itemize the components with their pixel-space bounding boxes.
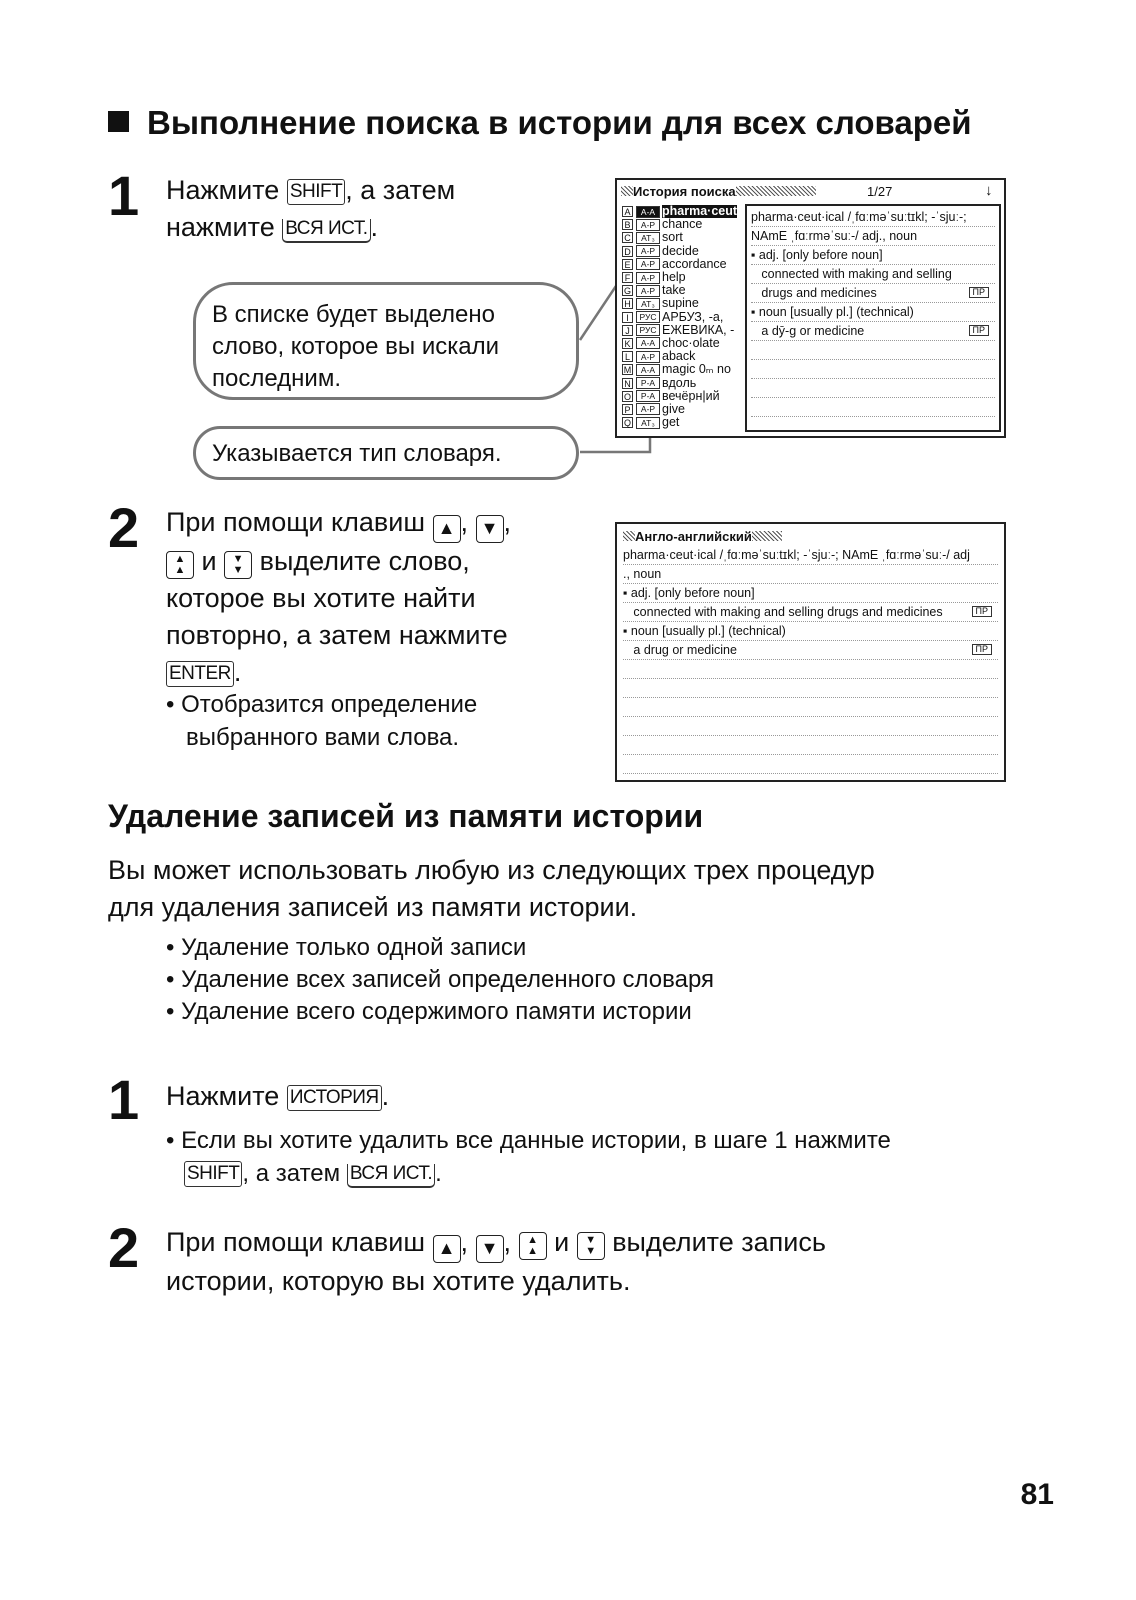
history-item-word: вдоль — [662, 375, 697, 390]
history-item-word: sort — [662, 230, 683, 245]
history-item[interactable] — [622, 390, 747, 403]
section-heading-delete-history: Удаление записей из памяти истории — [108, 798, 704, 834]
history-item-letter: I — [622, 312, 633, 323]
definition-line — [623, 546, 998, 565]
definition-line — [623, 565, 998, 584]
callout-last-searched: В списке будет выделено слово, которое вы искали последним. — [193, 282, 579, 400]
history-item-letter: E — [622, 259, 633, 270]
dictionary-type-badge: AT₃ — [636, 232, 660, 244]
definition-line — [751, 303, 995, 322]
definition-line — [751, 246, 995, 265]
shift-key: SHIFT — [287, 179, 345, 205]
definition-line — [751, 208, 995, 227]
dictionary-type-badge: P-A — [636, 390, 660, 402]
bullet-text: . — [435, 1160, 442, 1187]
history-item-word: chance — [662, 217, 703, 232]
history-item[interactable] — [622, 324, 747, 337]
bullet-text: , а затем — [242, 1160, 341, 1187]
page-up-key-icon: ▲ ▲ — [166, 551, 194, 579]
definition-text: NAmE ˌfɑːrməˈsuː-/ adj., noun — [751, 229, 918, 243]
history-item-letter: J — [622, 325, 633, 336]
history-item-word: give — [662, 401, 685, 416]
step-text-part: и — [554, 1227, 570, 1257]
screen-title-bar — [623, 528, 998, 546]
history-item[interactable] — [622, 271, 747, 284]
bullet-text: Отобразится определение выбранного вами слова. — [181, 691, 478, 751]
hatch-icon — [621, 186, 633, 196]
dictionary-type-badge: A-P — [636, 245, 660, 257]
history-item-word: ЕЖЕВИКА, - — [662, 322, 735, 337]
history-item-word: choc·olate — [662, 335, 720, 350]
page-counter: 1/27 — [867, 184, 893, 199]
bullet-note: • Отобразится определение выбранного вами слова. — [166, 691, 478, 751]
step-number: 1 — [108, 1068, 140, 1131]
history-item-word: magic 0ₘ no — [662, 362, 731, 377]
definition-line — [751, 398, 995, 417]
history-item-letter: Q — [623, 418, 631, 429]
up-arrow-key-icon: ▲ — [433, 515, 461, 543]
section-heading-text: Выполнение поиска в истории для всех словарей — [147, 104, 972, 141]
definition-text: pharma·ceut·ical /ˌfɑːməˈsuːtɪkl; -ˈsjuː-; NAmE ˌfɑːrməˈsuː-/ adj — [623, 548, 970, 562]
enter-key: ENTER — [166, 661, 234, 687]
history-item-word: accordance — [662, 256, 727, 271]
dictionary-type-badge: A-P — [636, 403, 660, 415]
definition-line — [623, 755, 998, 774]
step-text-part: и — [201, 546, 217, 576]
history-item-letter: M — [623, 365, 632, 376]
screen-history — [615, 178, 1006, 438]
history-item-word: aback — [662, 349, 696, 364]
step-text-part: Нажмите — [166, 1081, 280, 1111]
definition-text: connected with making and selling — [751, 267, 952, 281]
shift-key: SHIFT — [184, 1161, 242, 1187]
step-number: 2 — [108, 1216, 140, 1279]
definition-line — [623, 717, 998, 736]
page-up-key-icon: ▲ ▲ — [519, 1232, 547, 1260]
page-down-key-icon: ▼ ▼ — [224, 551, 252, 579]
dictionary-type-badge: A-P — [636, 351, 660, 363]
dictionary-type-badge: A-P — [636, 285, 660, 297]
step-number: 2 — [108, 496, 140, 559]
history-item-letter: H — [622, 298, 633, 309]
hatch-icon — [623, 531, 635, 541]
dictionary-type-badge: A-A — [636, 206, 660, 218]
definition-line — [751, 379, 995, 398]
step-text-part: При помощи клавиш — [166, 1227, 425, 1257]
definition-text: ▪ noun [usually pl.] (technical) — [751, 305, 914, 319]
history-item-letter: G — [623, 286, 631, 297]
bullet-note: • Если вы хотите удалить все данные истории, в шаге 1 нажмите SHIFT , а затем ВСЯ ИСТ. . — [166, 1127, 891, 1187]
translation-tag-icon: ПР — [969, 287, 989, 298]
history-item-word: АРБУЗ, -а, — [662, 309, 724, 324]
history-item[interactable] — [622, 337, 747, 350]
page-number: 81 — [1020, 1478, 1054, 1511]
history-item-letter: D — [622, 246, 633, 257]
scroll-down-icon: ↓ — [985, 182, 993, 199]
history-item[interactable] — [622, 403, 747, 416]
all-history-key: ВСЯ ИСТ. — [347, 1164, 435, 1188]
history-item-word: get — [662, 415, 680, 430]
screen-title: Англо-английский — [635, 529, 752, 544]
delete-options-list — [166, 932, 714, 1028]
list-item: • Удаление всех записей определенного словаря — [166, 966, 715, 993]
definition-text: ▪ noun [usually pl.] (technical) — [623, 624, 786, 638]
definition-text: connected with making and selling drugs and medicines — [623, 605, 943, 619]
definition-text: a drug or medicine — [623, 643, 737, 657]
hatch-icon — [752, 531, 782, 541]
definition-text: a dȳ-g or medicine — [751, 324, 865, 338]
step-text-part: Нажмите — [166, 175, 280, 205]
definition-line — [751, 265, 995, 284]
square-bullet-icon — [108, 111, 129, 132]
definition-text: drugs and medicines — [751, 286, 877, 300]
down-arrow-key-icon: ▼ — [476, 1235, 504, 1263]
dictionary-type-badge: A-A — [636, 337, 660, 349]
all-history-key: ВСЯ ИСТ. — [282, 219, 370, 243]
history-item-letter: P — [622, 404, 633, 415]
definition-line — [623, 660, 998, 679]
step-text: При помощи клавиш ▲ , ▼ , ▲ ▲ и ▼ ▼ выделите запись истории, которую вы хотите удалить. — [166, 1227, 826, 1296]
screen-title-bar — [621, 184, 816, 199]
dictionary-type-badge: A-P — [636, 219, 660, 231]
definition-line — [623, 641, 998, 660]
translation-tag-icon: ПР — [972, 606, 992, 617]
definition-line — [623, 679, 998, 698]
step-text — [166, 1078, 389, 1115]
dictionary-type-badge: A-A — [636, 364, 660, 376]
history-item[interactable] — [622, 297, 747, 310]
up-arrow-key-icon: ▲ — [433, 1235, 461, 1263]
step-text-part: нажмите — [166, 212, 275, 242]
hatch-icon — [736, 186, 816, 196]
history-item[interactable] — [622, 258, 747, 271]
down-arrow-key-icon: ▼ — [476, 515, 504, 543]
step-text-part: повторно, а затем нажмите — [166, 620, 508, 650]
history-item[interactable] — [622, 416, 747, 429]
section-intro — [108, 852, 875, 926]
history-item-letter: O — [623, 391, 631, 402]
step-text — [166, 172, 455, 246]
history-item-letter: K — [622, 338, 633, 349]
dictionary-type-badge: AT₃ — [636, 298, 660, 310]
definition-line — [751, 341, 995, 360]
preview-pane — [745, 204, 1001, 432]
translation-tag-icon: ПР — [969, 325, 989, 336]
callout-dictionary-type: Указывается тип словаря. — [193, 426, 579, 480]
definition-line — [751, 322, 995, 341]
step-text-part: . — [370, 212, 379, 242]
history-item[interactable] — [622, 284, 747, 297]
definition-line — [623, 622, 998, 641]
history-item-word: pharma·ceut — [662, 204, 738, 219]
definition-line — [751, 227, 995, 246]
history-item-letter: L — [622, 351, 633, 362]
definition-text: ▪ adj. [only before noun] — [751, 248, 883, 262]
history-item-word: help — [662, 270, 686, 285]
translation-tag-icon: ПР — [972, 644, 992, 655]
history-item[interactable] — [622, 205, 747, 218]
step-text-part: При помощи клавиш — [166, 507, 425, 537]
step-text-part: . — [381, 1081, 390, 1111]
step-number: 1 — [108, 164, 140, 227]
definition-text: ▪ adj. [only before noun] — [623, 586, 755, 600]
dictionary-type-badge: A-P — [636, 272, 660, 284]
screen-definition — [615, 522, 1006, 782]
step-text: При помощи клавиш ▲ , ▼ , ▲ ▲ и ▼ ▼ выделите слово, которое вы хотите найти повторно, а затем нажмите ENTER . — [166, 507, 512, 687]
history-item-letter: F — [622, 272, 633, 283]
definition-line — [623, 698, 998, 717]
page-down-key-icon: ▼ ▼ — [577, 1232, 605, 1260]
history-item[interactable] — [622, 245, 747, 258]
section-heading-search-history — [108, 104, 972, 142]
list-item-text: Удаление всего содержимого памяти истории — [181, 998, 692, 1025]
list-item-text: Удаление только одной записи — [181, 934, 527, 961]
history-item[interactable] — [622, 350, 747, 363]
step-text-part: , а затем — [345, 175, 456, 205]
history-item-word: decide — [662, 243, 699, 258]
list-item: • Удаление только одной записи — [166, 934, 527, 961]
history-item-letter: A — [622, 206, 633, 217]
step-text-part: выделите запись — [612, 1227, 826, 1257]
history-item-word: take — [662, 283, 686, 298]
intro-line: для удаления записей из памяти истории. — [108, 892, 638, 922]
history-item[interactable] — [622, 363, 747, 376]
dictionary-type-badge: P-A — [636, 377, 660, 389]
history-item-word: вечёрн|ий — [662, 388, 720, 403]
history-list — [622, 205, 747, 429]
definition-line — [751, 284, 995, 303]
step-text-part: выделите слово, — [259, 546, 470, 576]
bullet-text: Если вы хотите удалить все данные истории, в шаге 1 нажмите — [181, 1127, 891, 1154]
history-item[interactable] — [622, 218, 747, 231]
history-item[interactable] — [622, 376, 747, 389]
preview-lines — [751, 208, 995, 417]
dictionary-type-badge: РУС — [636, 311, 660, 323]
definition-line — [623, 603, 998, 622]
step-text-part: которое вы хотите найти — [166, 583, 476, 613]
dictionary-type-badge: A-P — [636, 258, 660, 270]
history-item-letter: C — [622, 232, 633, 243]
dictionary-type-badge: AT₃ — [636, 417, 660, 429]
definition-line — [623, 736, 998, 755]
definition-line — [751, 360, 995, 379]
dictionary-type-badge: РУС — [636, 324, 660, 336]
history-item[interactable] — [622, 231, 747, 244]
step-text-part: истории, которую вы хотите удалить. — [166, 1266, 631, 1296]
list-item: • Удаление всего содержимого памяти истории — [166, 998, 692, 1025]
list-item-text: Удаление всех записей определенного словаря — [181, 966, 715, 993]
definition-text: pharma·ceut·ical /ˌfɑːməˈsuːtɪkl; -ˈsjuː-; — [751, 210, 967, 224]
definition-line — [623, 584, 998, 603]
history-item-letter: B — [622, 219, 633, 230]
history-item-letter: N — [622, 378, 633, 389]
definition-lines — [623, 546, 998, 774]
history-key: ИСТОРИЯ — [287, 1085, 382, 1111]
intro-line: Вы может использовать любую из следующих трех процедур — [108, 855, 875, 885]
history-item-word: supine — [662, 296, 699, 311]
history-item[interactable] — [622, 311, 747, 324]
screen-title: История поиска — [633, 184, 736, 199]
definition-text: ., noun — [623, 567, 662, 581]
